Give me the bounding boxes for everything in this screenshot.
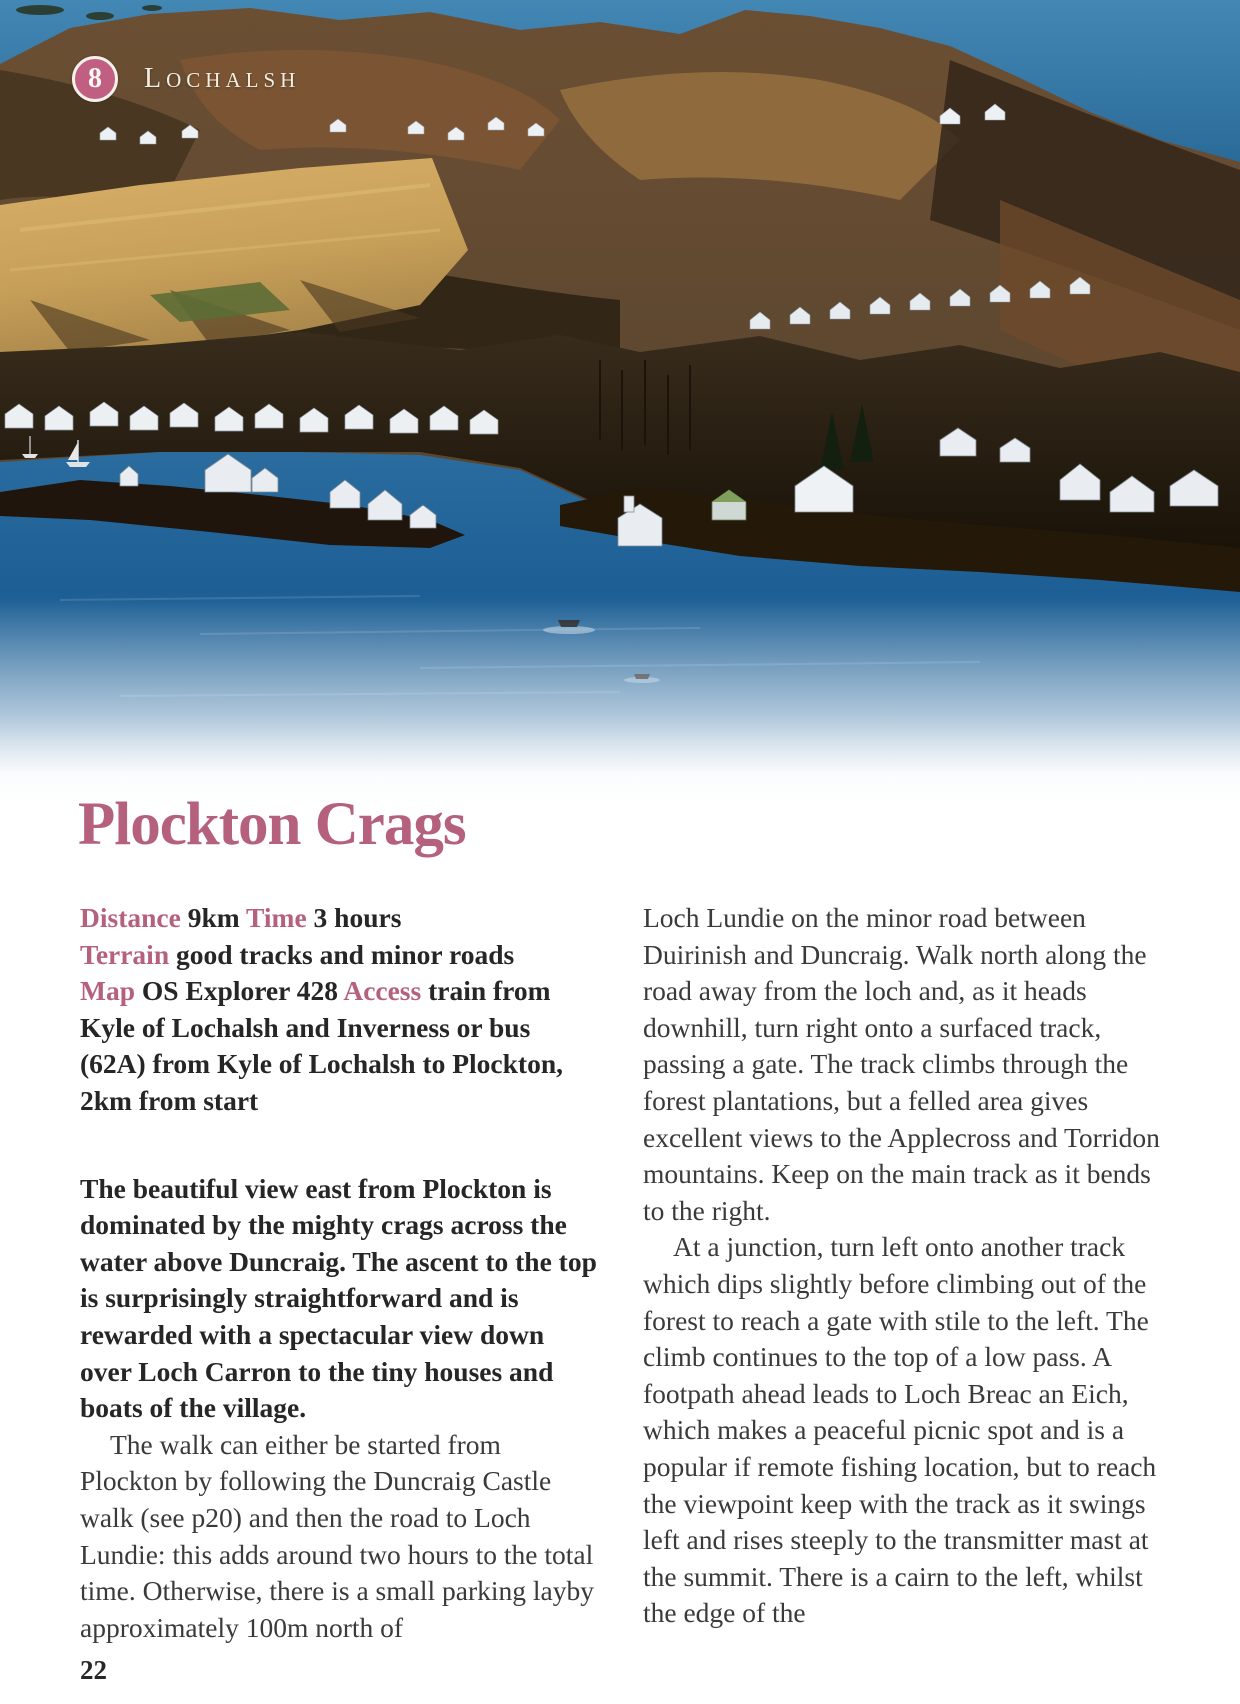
body-paragraph-right-1: Loch Lundie on the minor road between Duirinish and Duncraig. Walk north along the road away from the loch and, as it heads downhill, turn right onto a surfaced track, passing a gate. The track climbs through the forest plantations, but a felled area gives excellent views to the Applecross and Torridon mountains. Keep on the main track as it bends to the right. bbox=[643, 902, 1160, 1226]
walk-number-badge: 8 bbox=[72, 56, 118, 102]
info-label: Terrain bbox=[80, 938, 170, 970]
intro-paragraph: The beautiful view east from Plockton is dominated by the mighty crags across the water above Duncraig. The ascent to the top is surprisingly straightforward and is rewarded with a spectacular view down over Loch Carron to the tiny houses and boats of the village. bbox=[80, 1172, 597, 1424]
info-value: good tracks and minor roads bbox=[176, 938, 515, 970]
page-number: 22 bbox=[80, 1655, 107, 1685]
info-value: OS Explorer 428 bbox=[141, 975, 338, 1007]
info-value: 3 hours bbox=[313, 902, 402, 933]
info-label: Distance bbox=[80, 902, 181, 933]
info-label: Time bbox=[246, 902, 307, 933]
plockton-aerial-photo bbox=[0, 0, 1240, 805]
info-label: Access bbox=[343, 975, 422, 1007]
body-paragraph-right-2: At a junction, turn left onto another track which dips slightly before climbing out of the forest to reach a gate with stile to the left. The climb continues to the top of a low pass. A footpath ahead leads to Loch Breac an Eich, which makes a peaceful picnic spot and is a popular if remote fishing location, but to reach the viewpoint keep with the track as it swings left and rises steeply to the transmitter mast at the summit. There is a cairn to the left, whilst the edge of the bbox=[643, 1231, 1157, 1629]
info-label: Map bbox=[80, 975, 135, 1007]
info-value: 9km bbox=[187, 902, 240, 933]
walk-info bbox=[80, 900, 597, 1120]
header bbox=[72, 56, 300, 102]
page-title: Plockton Crags bbox=[78, 791, 466, 858]
article-columns bbox=[80, 900, 1160, 1646]
body-paragraph-left: The walk can either be started from Plockton by following the Duncraig Castle walk (see p20) and then the road to Loch Lundie: this adds around two hours to the total time. Otherwise, there is a small parking layby approximately 100m north of bbox=[80, 1428, 594, 1643]
info-row bbox=[80, 973, 597, 1119]
info-row bbox=[80, 937, 597, 974]
region-label: LOCHALSH bbox=[144, 63, 301, 94]
right-column bbox=[643, 900, 1160, 1646]
info-row bbox=[80, 900, 597, 937]
info-value: train from Kyle of Lochalsh and Inverness or bus (62A) from Kyle of Lochalsh to Plockton, 2km from start bbox=[80, 975, 563, 1116]
plockton-photo-graphic bbox=[0, 0, 1240, 805]
left-column bbox=[80, 900, 597, 1646]
